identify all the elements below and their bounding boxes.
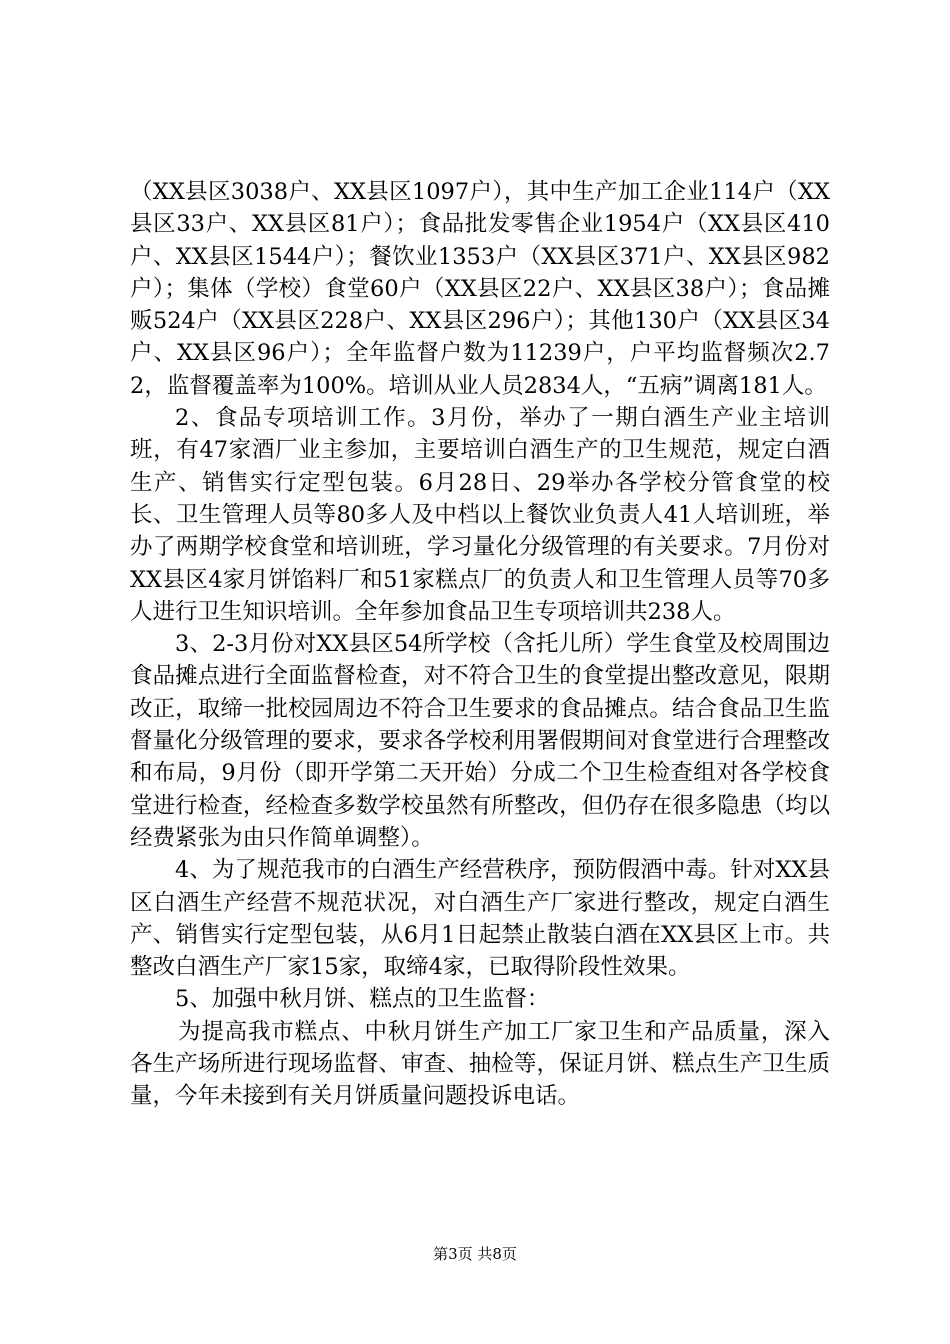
paragraph-training: 2、食品专项培训工作。3月份，举办了一期白酒生产业主培训班，有47家酒厂业主参加，主要培训白酒生产的卫生规范，规定白酒生产、销售实行定型包装。6月28日、29举办各学校分管食堂的校长、卫生管理人员等80多人及中档以上餐饮业负责人41人培训班，举办了两期学校食堂和培训班，学习量化分级管理的有关要求。7月份对XX县区4家月饼馅料厂和51家糕点厂的负责人和卫生管理人员等70多人进行卫生知识培训。全年参加食品卫生专项培训共238人。	[130, 405, 830, 625]
paragraph-mooncake-detail: 为提高我市糕点、中秋月饼生产加工厂家卫生和产品质量，深入各生产场所进行现场监督、审查、抽检等，保证月饼、糕点生产卫生质量，今年未接到有关月饼质量问题投诉电话。	[130, 1018, 830, 1110]
paragraph-mooncake-heading: 5、加强中秋月饼、糕点的卫生监督：	[175, 986, 550, 1013]
paragraph-liquor-regulation: 4、为了规范我市的白酒生产经营秩序，预防假酒中毒。针对XX县区白酒生产经营不规范状况，对白酒生产厂家进行整改，规定白酒生产、销售实行定型包装，从6月1日起禁止散装白酒在XX县区上市。共整改白酒生产厂家15家，取缔4家，已取得阶段性效果。	[130, 857, 830, 981]
document-body	[130, 176, 830, 1113]
paragraph-school-inspection: 3、2-3月份对XX县区54所学校（含托儿所）学生食堂及校周围边食品摊点进行全面监督检查，对不符合卫生的食堂提出整改意见，限期改正，取缔一批校园周边不符合卫生要求的食品摊点。结合食品卫生监督量化分级管理的要求，要求各学校利用署假期间对食堂进行合理整改和布局，9月份（即开学第二天开始）分成二个卫生检查组对各学校食堂进行检查，经检查多数学校虽然有所整改，但仍存在很多隐患（均以经费紧张为由只作简单调整）。	[130, 631, 830, 851]
paragraph-statistics: （XX县区3038户、XX县区1097户），其中生产加工企业114户（XX县区33户、XX县区81户）；食品批发零售企业1954户（XX县区410户、XX县区1544户）；餐饮业1353户（XX县区371户、XX县区982户）；集体（学校）食堂60户（XX县区22户、XX县区38户）；食品摊贩524户（XX县区228户、XX县区296户）；其他130户（XX县区34户、XX县区96户）；全年监督户数为11239户，户平均监督频次2.72，监督覆盖率为100%。培训从业人员2834人，“五病”调离181人。	[130, 179, 830, 399]
page-footer: 第3页 共8页	[433, 1245, 517, 1263]
